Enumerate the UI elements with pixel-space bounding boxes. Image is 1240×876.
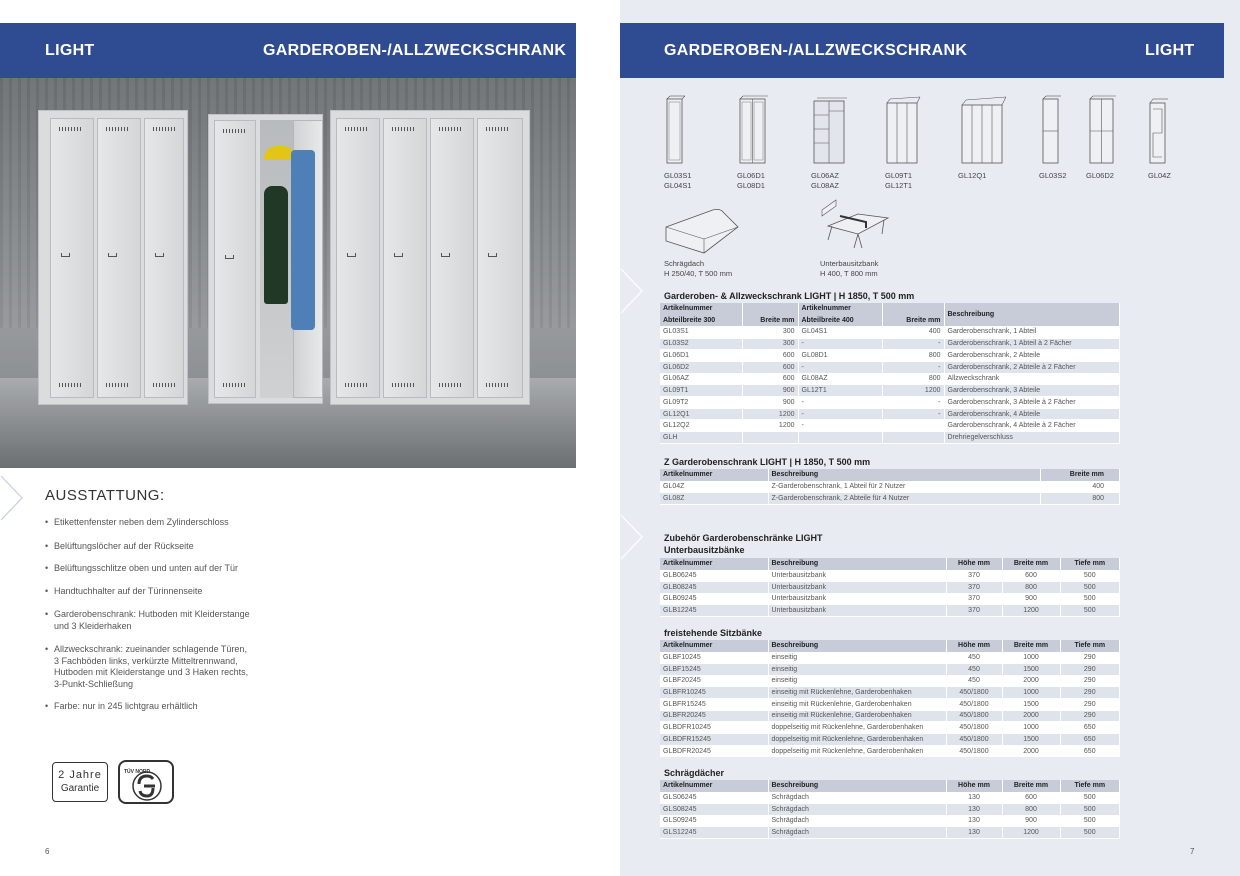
table-row [660, 675, 1120, 687]
table-cell: einseitig [768, 652, 946, 664]
product-code: GL06D2 [1086, 171, 1114, 180]
bench-underbuild-table: Artikelnummer Beschreibung Höhe mm Breite mm Tiefe mm GLB06245 Unterbausitzbank 370 600 500 GLB08245 Unterbausitzbank 370 800 500 GLB09245 Unterbausitzbank 370 900 500 GLB12245 Unterbausitzbank 370 1200 500 [660, 558, 1120, 617]
table-cell: GLBDFR10245 [660, 722, 768, 734]
table-cell: 130 [946, 792, 1002, 804]
table-cell: 1200 [742, 408, 798, 420]
chevron-right-icon [620, 268, 646, 314]
product-code: GL12Q1 [958, 171, 987, 180]
table-cell: 500 [1060, 827, 1120, 839]
right-header-bar [620, 23, 1224, 78]
table-row [660, 481, 1120, 493]
table-cell: 1200 [1002, 827, 1060, 839]
table-cell: einseitig [768, 663, 946, 675]
table-cell: - [882, 408, 944, 420]
table-cell: 450/1800 [946, 734, 1002, 746]
table-cell: einseitig [768, 675, 946, 687]
table-cell: 650 [1060, 722, 1120, 734]
table-cell: 900 [742, 397, 798, 409]
table-cell: einseitig mit Rückenlehne, Garderobenhaken [768, 710, 946, 722]
table1-title: Garderoben- & Allzweckschrank LIGHT | H 1850, T 500 mm [664, 291, 915, 301]
table-cell: GL06AZ [660, 373, 742, 385]
chevron-right-icon [0, 475, 26, 521]
locker-door [383, 118, 427, 398]
table-cell: 290 [1060, 687, 1120, 699]
table-cell: GL08D1 [798, 350, 882, 362]
table-cell: GLB08245 [660, 581, 768, 593]
table-cell: Garderobenschrank, 4 Abteile à 2 Fächer [944, 420, 1120, 432]
cabinet-gl04z-icon [1148, 95, 1168, 167]
table-cell: 600 [1002, 792, 1060, 804]
table-cell: 1000 [1002, 722, 1060, 734]
table-cell: GL06D1 [660, 350, 742, 362]
table-cell: GLBFR10245 [660, 687, 768, 699]
table2-title: Z Garderobenschrank LIGHT | H 1850, T 500 mm [664, 457, 871, 467]
zubehoer-title: Zubehör Garderobenschränke LIGHT [664, 533, 823, 543]
right-header-brand: LIGHT [1145, 42, 1195, 59]
table-cell: Drehriegelverschluss [944, 432, 1120, 444]
table-cell: GLBF15245 [660, 663, 768, 675]
table-cell: 800 [1002, 803, 1060, 815]
table-row [660, 803, 1120, 815]
table-row [660, 492, 1120, 504]
table-cell: Schrägdach [768, 792, 946, 804]
table-cell: GL04Z [660, 481, 768, 493]
table-cell: 1200 [1002, 605, 1060, 617]
table-row [660, 350, 1120, 362]
left-header-bar [0, 23, 576, 78]
table-cell: Z-Garderobenschrank, 2 Abteile für 4 Nutzer [768, 492, 1040, 504]
cabinet-gl03s2-icon [1041, 95, 1061, 167]
table-cell: GLH [660, 432, 742, 444]
table-cell: 370 [946, 581, 1002, 593]
table-cell: GL12Q2 [660, 420, 742, 432]
table-cell: 800 [1002, 581, 1060, 593]
table-cell: 500 [1060, 570, 1120, 582]
table-row [660, 745, 1120, 757]
left-header-title: GARDEROBEN-/ALLZWECKSCHRANK [263, 42, 567, 59]
table-cell: GL04S1 [798, 326, 882, 338]
table-cell: 600 [742, 361, 798, 373]
table-cell: GL12Q1 [660, 408, 742, 420]
table-cell: GL03S2 [660, 338, 742, 350]
table-cell: Garderobenschrank, 2 Abteile [944, 350, 1120, 362]
table4-title: freistehende Sitzbänke [664, 628, 763, 638]
table-cell: Unterbausitzbank [768, 605, 946, 617]
cabinet-gl06d1-icon [738, 95, 768, 167]
table-row [660, 663, 1120, 675]
table-cell [882, 420, 944, 432]
table-row [660, 792, 1120, 804]
table-cell: 290 [1060, 710, 1120, 722]
table-row [660, 432, 1120, 444]
product-code: GL03S2 [1039, 171, 1067, 180]
cabinet-gl06d2-icon [1088, 95, 1116, 167]
table-cell: 500 [1060, 605, 1120, 617]
table-cell: GL09T1 [660, 385, 742, 397]
table-cell: - [882, 397, 944, 409]
table-cell: 500 [1060, 581, 1120, 593]
freestanding-bench-table: Artikelnummer Beschreibung Höhe mm Breite mm Tiefe mm GLBF10245 einseitig 450 1000 290 GLBF15245 einseitig 450 1500 290 GLBF20245 einseitig 450 2000 290 GLBFR10245 einseitig mit Rückenlehne, Garderobenhaken 450/1800 1000 290 GLBFR15245 einseitig mit Rückenlehne, Garderobenhaken 450/1800 1500 290 GLBFR20245 einseitig mit Rückenlehne, Garderobenhaken 450/1800 2000 290 GLBDFR10245 doppelseitig mit Rückenlehne, Garderobenhaken 450/1800 1000 650 GLBDFR15245 doppelseitig mit Rückenlehne, Garderobenhaken 450/1800 1500 650 GLBDFR20245 doppelseitig mit Rückenlehne, Garderobenhaken 450/1800 2000 650 [660, 640, 1120, 757]
table3-title: Unterbausitzbänke [664, 545, 745, 555]
product-code: GL09T1 GL12T1 [885, 171, 913, 190]
table-row [660, 710, 1120, 722]
locker-door [97, 118, 141, 398]
table-cell [798, 432, 882, 444]
locker-door [214, 120, 256, 398]
locker-door [430, 118, 474, 398]
locker-door [477, 118, 523, 398]
table-cell: GLS08245 [660, 803, 768, 815]
cabinet-gl06az-icon [812, 95, 848, 167]
svg-text:TÜV NORD: TÜV NORD [124, 769, 151, 775]
accessory-label: Schrägdach H 250/40, T 500 mm [664, 259, 733, 278]
locker-door [50, 118, 94, 398]
table-cell: GLS12245 [660, 827, 768, 839]
table-cell: 600 [742, 350, 798, 362]
table-cell: 2000 [1002, 675, 1060, 687]
table-cell: Schrägdach [768, 827, 946, 839]
table-cell: GLB09245 [660, 593, 768, 605]
table-cell: 900 [1002, 815, 1060, 827]
table-cell: 370 [946, 605, 1002, 617]
table-row [660, 385, 1120, 397]
table-cell: doppelseitig mit Rückenlehne, Garderobenhaken [768, 745, 946, 757]
table-row [660, 338, 1120, 350]
feature-bullet: • Etikettenfenster neben dem Zylinderschloss [45, 517, 229, 529]
page-number-left: 6 [45, 847, 50, 856]
table-cell: 450/1800 [946, 722, 1002, 734]
table-cell: - [798, 397, 882, 409]
table-cell: Allzweckschrank [944, 373, 1120, 385]
table-cell: 1000 [1002, 652, 1060, 664]
table-row [660, 605, 1120, 617]
table-row [660, 326, 1120, 338]
table-cell: 290 [1060, 663, 1120, 675]
right-header-title: GARDEROBEN-/ALLZWECKSCHRANK [664, 42, 968, 59]
page-number-right: 7 [1190, 847, 1195, 856]
table-cell: GLBDFR15245 [660, 734, 768, 746]
table-row [660, 734, 1120, 746]
table-cell: 1200 [742, 420, 798, 432]
table-cell: GL08Z [660, 492, 768, 504]
table-cell: 800 [882, 350, 944, 362]
table-cell: 1500 [1002, 698, 1060, 710]
product-code: GL06D1 GL08D1 [737, 171, 765, 190]
table-cell: GLS09245 [660, 815, 768, 827]
table-cell: 370 [946, 570, 1002, 582]
table-row [660, 420, 1120, 432]
table-cell: 450 [946, 675, 1002, 687]
table-row [660, 815, 1120, 827]
table-cell: - [798, 361, 882, 373]
table-cell: 2000 [1002, 710, 1060, 722]
table-cell: GLBDFR20245 [660, 745, 768, 757]
table-cell: - [798, 420, 882, 432]
table-cell: Schrägdach [768, 815, 946, 827]
table-row [660, 652, 1120, 664]
table-cell: GLBFR15245 [660, 698, 768, 710]
table-row [660, 698, 1120, 710]
table-cell: Garderobenschrank, 1 Abteil à 2 Fächer [944, 338, 1120, 350]
table-cell: 1000 [1002, 687, 1060, 699]
gs-seal-icon [118, 760, 174, 804]
table-cell: Z-Garderobenschrank, 1 Abteil für 2 Nutzer [768, 481, 1040, 493]
table-cell: 500 [1060, 815, 1120, 827]
product-code: GL06AZ GL08AZ [811, 171, 839, 190]
left-header-brand: LIGHT [45, 42, 95, 59]
table-cell: 600 [1002, 570, 1060, 582]
table-cell: - [798, 408, 882, 420]
table-cell: Unterbausitzbank [768, 570, 946, 582]
slanted-roof-table: Artikelnummer Beschreibung Höhe mm Breite mm Tiefe mm GLS06245 Schrägdach 130 600 500 GLS08245 Schrägdach 130 800 500 GLS09245 Schrägdach 130 900 500 GLS12245 Schrägdach 130 1200 500 [660, 780, 1120, 839]
table-cell: 1500 [1002, 734, 1060, 746]
warranty-badge: 2 Jahre Garantie [52, 762, 108, 802]
table-cell: 450/1800 [946, 745, 1002, 757]
table-cell: 800 [1040, 492, 1120, 504]
table-cell: 370 [946, 593, 1002, 605]
cabinet-gl12q1-icon [960, 95, 1006, 167]
table-cell: 450/1800 [946, 698, 1002, 710]
feature-bullet: • Belüftungslöcher auf der Rückseite [45, 541, 194, 553]
feature-bullet: • Farbe: nur in 245 lichtgrau erhältlich [45, 701, 198, 713]
table-cell: 1500 [1002, 663, 1060, 675]
table5-title: Schrägdächer [664, 768, 725, 778]
product-code: GL04Z [1148, 171, 1171, 180]
table-cell: 290 [1060, 652, 1120, 664]
table-cell: doppelseitig mit Rückenlehne, Garderobenhaken [768, 734, 946, 746]
table-cell: GLB12245 [660, 605, 768, 617]
table-cell: - [882, 338, 944, 350]
table-cell: 450 [946, 663, 1002, 675]
table-cell: GLS06245 [660, 792, 768, 804]
product-code: GL03S1 GL04S1 [664, 171, 692, 190]
cabinet-table: Artikelnummer Artikelnummer Beschreibung Abteilbreite 300 Breite mm Abteilbreite 400 Breite mm GL03S1 300 GL04S1 400 Garderobenschrank, 1 Abteil GL03S2 300 - - Garderobenschrank, 1 Abteil à 2 Fächer GL06D1 600 GL08D1 800 Garderobenschrank, 2 Abteile GL06D2 600 - - Garderobenschrank, 2 Abteile à 2 Fächer GL06AZ 600 GL08AZ 800 Allzweckschrank GL09T1 900 GL12T1 1200 Garderobenschrank, 3 Abteile GL09T2 900 - - Garderobenschrank, 3 Abteile à 2 Fächer GL12Q1 1200 - - Garderobenschrank, 4 Abteile GL12Q2 1200 - Garderobenschrank, 4 Abteile à 2 Fächer GLH Drehriegelverschluss [660, 303, 1120, 444]
table-row [660, 827, 1120, 839]
table-cell: 130 [946, 827, 1002, 839]
feature-bullet: • Handtuchhalter auf der Türinnenseite [45, 586, 202, 598]
table-cell: 300 [742, 326, 798, 338]
table-cell: 900 [742, 385, 798, 397]
table-row [660, 593, 1120, 605]
table-cell: 130 [946, 803, 1002, 815]
table-row [660, 570, 1120, 582]
table-cell: doppelseitig mit Rückenlehne, Garderobenhaken [768, 722, 946, 734]
table-cell: GL08AZ [798, 373, 882, 385]
locker-photo [0, 78, 576, 468]
table-cell: 500 [1060, 803, 1120, 815]
table-cell: 290 [1060, 698, 1120, 710]
table-cell: GLBF20245 [660, 675, 768, 687]
table-cell: GL06D2 [660, 361, 742, 373]
table-cell: Garderobenschrank, 3 Abteile [944, 385, 1120, 397]
z-cabinet-table: Artikelnummer Beschreibung Breite mm GL04Z Z-Garderobenschrank, 1 Abteil für 2 Nutzer 400 GL08Z Z-Garderobenschrank, 2 Abteile für 4 Nutzer 800 [660, 469, 1120, 505]
jacket-icon [264, 186, 288, 304]
table-cell: 450 [946, 652, 1002, 664]
table-cell: GLBF10245 [660, 652, 768, 664]
table-cell: Schrägdach [768, 803, 946, 815]
table-cell: Garderobenschrank, 4 Abteile [944, 408, 1120, 420]
cabinet-gl03s1-icon [665, 95, 685, 167]
table-cell: GL12T1 [798, 385, 882, 397]
table-row [660, 408, 1120, 420]
table-cell: 800 [882, 373, 944, 385]
table-row [660, 581, 1120, 593]
table-cell [882, 432, 944, 444]
table-cell: 400 [1040, 481, 1120, 493]
table-cell: 650 [1060, 745, 1120, 757]
table-cell: 500 [1060, 792, 1120, 804]
table-cell: Garderobenschrank, 3 Abteile à 2 Fächer [944, 397, 1120, 409]
cabinet-gl09t1-icon [885, 95, 921, 167]
accessory-label: Unterbausitzbank H 400, T 800 mm [820, 259, 879, 278]
table-cell: 600 [742, 373, 798, 385]
table-cell: 650 [1060, 734, 1120, 746]
table-cell: 450/1800 [946, 687, 1002, 699]
table-cell: 400 [882, 326, 944, 338]
table-cell: GLBFR20245 [660, 710, 768, 722]
table-cell: einseitig mit Rückenlehne, Garderobenhaken [768, 698, 946, 710]
table-cell: - [882, 361, 944, 373]
table-cell: 1200 [882, 385, 944, 397]
table-cell: GL09T2 [660, 397, 742, 409]
table-cell: 500 [1060, 593, 1120, 605]
locker-door [336, 118, 380, 398]
table-row [660, 687, 1120, 699]
towel-icon [291, 150, 315, 330]
table-cell: GL03S1 [660, 326, 742, 338]
table-cell: 900 [1002, 593, 1060, 605]
table-row [660, 361, 1120, 373]
table-cell: Unterbausitzbank [768, 593, 946, 605]
slanted-roof-icon [664, 205, 740, 255]
table-cell: GLB06245 [660, 570, 768, 582]
table-cell: 300 [742, 338, 798, 350]
table-cell: - [798, 338, 882, 350]
feature-bullet: • Allzweckschrank: zueinander schlagende Türen, 3 Fachböden links, verkürzte Mitteltrennwand, Hutboden mit Kleiderstange und 3 Haken rechts, 3-Punkt-Schließung [45, 644, 248, 690]
table-row [660, 373, 1120, 385]
feature-bullet: • Garderobenschrank: Hutboden mit Kleiderstange und 3 Kleiderhaken [45, 609, 250, 632]
table-cell: 450/1800 [946, 710, 1002, 722]
feature-bullet: • Belüftungsschlitze oben und unten auf der Tür [45, 563, 238, 575]
chevron-right-icon [620, 514, 646, 560]
table-row [660, 397, 1120, 409]
table-cell: Garderobenschrank, 2 Abteile à 2 Fächer [944, 361, 1120, 373]
table-cell: einseitig mit Rückenlehne, Garderobenhaken [768, 687, 946, 699]
table-row [660, 722, 1120, 734]
table-cell: Garderobenschrank, 1 Abteil [944, 326, 1120, 338]
ausstattung-title: AUSSTATTUNG: [45, 487, 165, 504]
bench-icon [818, 196, 890, 256]
locker-door [144, 118, 184, 398]
table-cell: 130 [946, 815, 1002, 827]
table-cell [742, 432, 798, 444]
table-cell: Unterbausitzbank [768, 581, 946, 593]
table-cell: 290 [1060, 675, 1120, 687]
table-cell: 2000 [1002, 745, 1060, 757]
